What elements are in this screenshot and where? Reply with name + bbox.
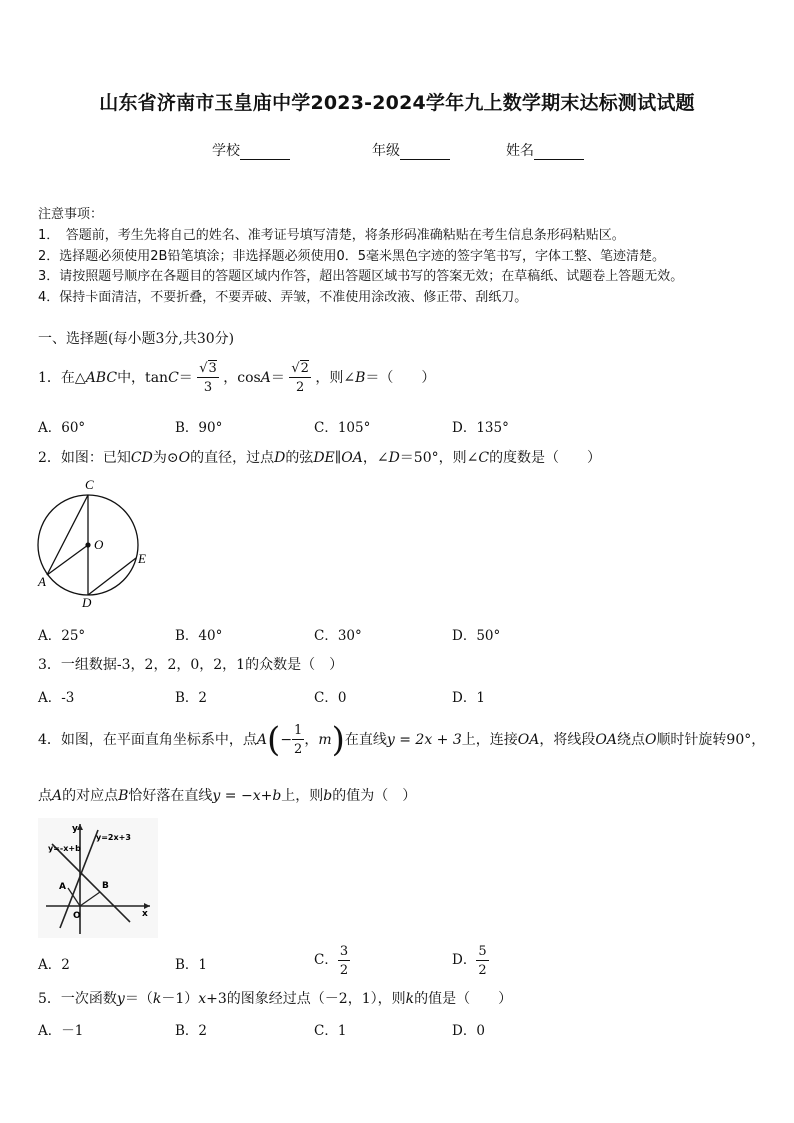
segment-ao (47, 545, 88, 575)
label-a: A (38, 574, 46, 589)
option-c[interactable]: C．30° (314, 628, 362, 644)
label-c: C (85, 477, 94, 492)
grade-label: 年级 (372, 143, 400, 159)
option-c[interactable]: C．0 (314, 690, 347, 706)
label-o: O (73, 911, 81, 921)
option-d[interactable]: D．0 (452, 1023, 485, 1039)
option-b[interactable]: B．2 (175, 1023, 208, 1039)
label-o: O (94, 537, 104, 552)
name-field[interactable] (506, 140, 584, 160)
note-item: 3．请按照题号顺序在各题目的答题区域内作答，超出答题区域书写的答案无效；在草稿纸、试题卷上答题无效。 (38, 269, 684, 284)
page-title: 山东省济南市玉皇庙中学2023-2024学年九上数学期末达标测试试题 (99, 92, 695, 114)
fraction-three-halves: $\frac{3}{2}$ (339, 943, 349, 978)
fraction-sqrt3-over-3: $\frac{√3}{3}$ (199, 361, 217, 395)
option-b[interactable]: B．1 (175, 957, 208, 973)
question-5: 5．一次函数y＝（k－1）x+3的图象经过点（－2，1），则k的值是（ ） (38, 991, 513, 1007)
coordinate-graph (38, 818, 158, 938)
option-b[interactable]: B．90° (175, 420, 223, 436)
question-4-line-1: 4．如图，在平面直角坐标系中，点A(− $\frac{1}{2}$ ，m)在直线y = 2x + 3上，连接OA，将线段OA绕点O顺时针旋转90°， (38, 720, 766, 760)
option-a[interactable]: A．－1 (38, 1023, 84, 1039)
grade-field[interactable] (372, 140, 450, 160)
label-b: B (102, 881, 109, 891)
note-item: 2．选择题必须使用2B铅笔填涂；非选择题必须使用0．5毫米黑色字迹的签字笔书写，字体工整、笔迹清楚。 (38, 249, 666, 264)
note-item: 1． 答题前，考生先将自己的姓名、准考证号填写清楚，将条形码准确粘贴在考生信息条形码粘贴区。 (38, 228, 625, 243)
option-d[interactable]: D．50° (452, 628, 501, 644)
option-c[interactable]: C．105° (314, 420, 371, 436)
option-b[interactable]: B．40° (175, 628, 223, 644)
label-a: A (59, 882, 66, 892)
question-3: 3．一组数据-3，2，2，0，2，1的众数是（ ） (38, 657, 344, 673)
label-y-neg-x-b: y=-x+b (48, 844, 81, 853)
option-a[interactable]: A．60° (38, 420, 86, 436)
fraction-sqrt2-over-2: $\frac{√2}{2}$ (291, 361, 309, 395)
name-label: 姓名 (506, 143, 534, 159)
label-x: x (142, 909, 148, 919)
center-point (85, 542, 90, 547)
note-item: 4．保持卡面清洁，不要折叠，不要弄破、弄皱，不准使用涂改液、修正带、刮纸刀。 (38, 290, 528, 305)
option-c[interactable]: C．1 (314, 1023, 347, 1039)
question-2: 2．如图：已知CD为⊙O的直径，过点D的弦DE∥OA，∠D＝50°，则∠C的度数是（ ） (38, 450, 602, 466)
notes-heading: 注意事项： (38, 207, 104, 222)
label-y-2x-3: y=2x+3 (96, 833, 131, 842)
option-b[interactable]: B．2 (175, 690, 208, 706)
option-d[interactable]: D．135° (452, 420, 509, 436)
question-4-line-2: 点A的对应点B恰好落在直线y = −x+b上，则b的值为（ ） (38, 788, 417, 804)
label-e: E (138, 551, 146, 566)
school-label: 学校 (212, 143, 240, 159)
option-a[interactable]: A．-3 (38, 690, 75, 706)
circle-diagram (30, 472, 160, 612)
school-field[interactable] (212, 140, 290, 160)
option-d[interactable]: D．1 (452, 690, 485, 706)
label-d: D (82, 595, 92, 610)
fraction-five-halves: $\frac{5}{2}$ (478, 943, 487, 978)
chord-ca (47, 495, 88, 575)
option-c[interactable]: C． $\frac{3}{2}$ (314, 943, 349, 978)
label-y: y (72, 824, 78, 834)
question-1: 1．在△ABC中，tanC＝ $\frac{√3}{3}$ ，cosA＝ $\frac{√2}{2}$ ，则∠B＝（ ） (38, 361, 436, 395)
option-a[interactable]: A．25° (38, 628, 86, 644)
section-heading: 一、选择题(每小题3分,共30分) (38, 331, 235, 347)
option-a[interactable]: A．2 (38, 957, 70, 973)
option-d[interactable]: D． $\frac{5}{2}$ (452, 943, 487, 978)
fraction-one-half: $\frac{1}{2}$ (294, 723, 303, 757)
